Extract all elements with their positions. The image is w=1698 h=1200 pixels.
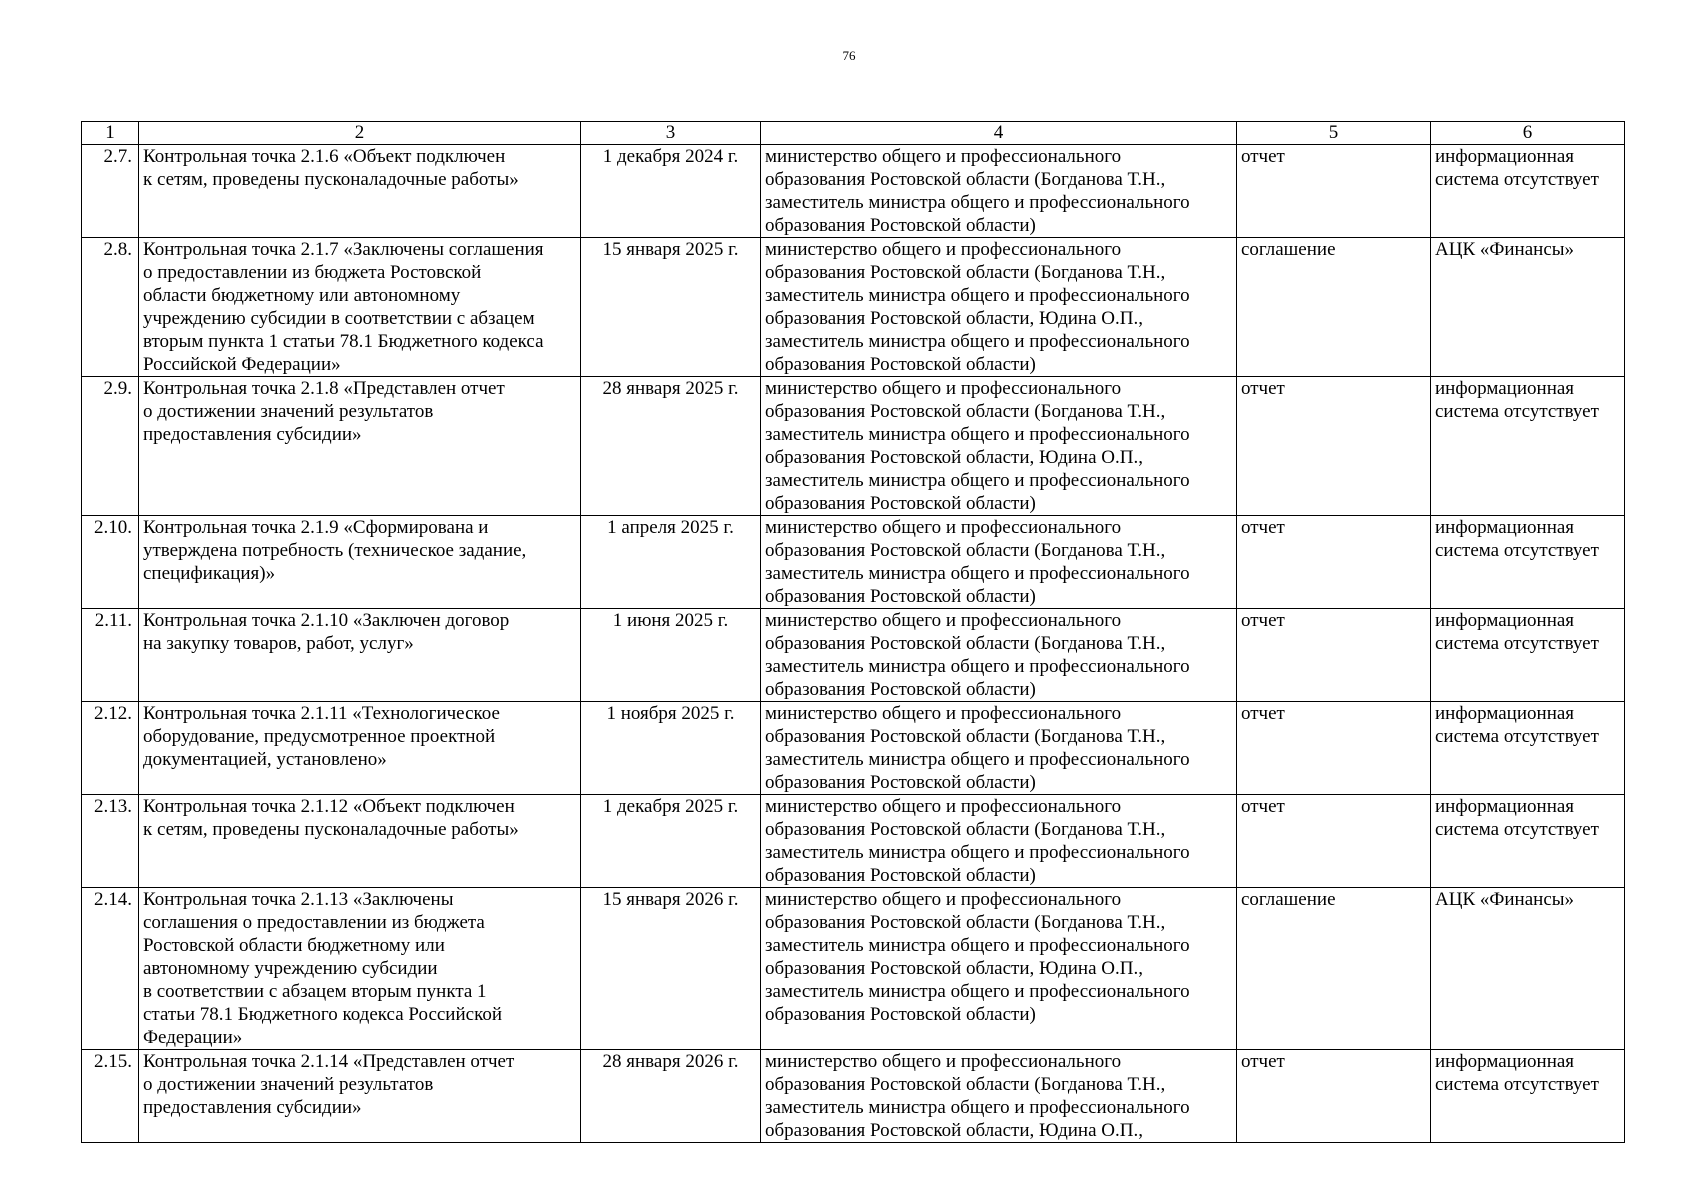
document-type: отчет bbox=[1237, 516, 1431, 609]
information-system: информационная система отсутствует bbox=[1431, 516, 1625, 609]
information-system: информационная система отсутствует bbox=[1431, 795, 1625, 888]
column-header-3: 3 bbox=[581, 122, 761, 145]
row-number: 2.11. bbox=[82, 609, 139, 702]
row-number: 2.13. bbox=[82, 795, 139, 888]
column-header-2: 2 bbox=[139, 122, 581, 145]
row-number: 2.8. bbox=[82, 238, 139, 377]
deadline-date: 15 января 2025 г. bbox=[581, 238, 761, 377]
information-system: АЦК «Финансы» bbox=[1431, 238, 1625, 377]
control-point-name: Контрольная точка 2.1.7 «Заключены соглашения о предоставлении из бюджета Ростовской области бюджетному или автономному учреждению субсидии в соответствии с абзацем вторым пункта 1 статьи 78.1 Бюджетного кодекса Российской Федерации» bbox=[139, 238, 581, 377]
table-header-row bbox=[82, 122, 1625, 145]
deadline-date: 1 июня 2025 г. bbox=[581, 609, 761, 702]
document-type: отчет bbox=[1237, 702, 1431, 795]
table-row bbox=[82, 377, 1625, 516]
deadline-date: 28 января 2025 г. bbox=[581, 377, 761, 516]
control-point-name: Контрольная точка 2.1.12 «Объект подключен к сетям, проведены пусконаладочные работы» bbox=[139, 795, 581, 888]
table-row bbox=[82, 516, 1625, 609]
deadline-date: 15 января 2026 г. bbox=[581, 888, 761, 1050]
control-point-name: Контрольная точка 2.1.9 «Сформирована и утверждена потребность (техническое задание, спецификация)» bbox=[139, 516, 581, 609]
responsible-executor: министерство общего и профессионального образования Ростовской области (Богданова Т.Н., заместитель министра общего и профессионального образования Ростовской области, Юдина О.П., заместитель министра общего и профессионального образования Ростовской области) bbox=[761, 238, 1237, 377]
information-system: информационная система отсутствует bbox=[1431, 377, 1625, 516]
document-type: отчет bbox=[1237, 609, 1431, 702]
control-point-name: Контрольная точка 2.1.6 «Объект подключен к сетям, проведены пусконаладочные работы» bbox=[139, 145, 581, 238]
responsible-executor: министерство общего и профессионального образования Ростовской области (Богданова Т.Н., заместитель министра общего и профессионального образования Ростовской области) bbox=[761, 145, 1237, 238]
table-row bbox=[82, 145, 1625, 238]
responsible-executor: министерство общего и профессионального образования Ростовской области (Богданова Т.Н., заместитель министра общего и профессионального образования Ростовской области) bbox=[761, 609, 1237, 702]
row-number: 2.10. bbox=[82, 516, 139, 609]
document-type: отчет bbox=[1237, 145, 1431, 238]
information-system: информационная система отсутствует bbox=[1431, 1050, 1625, 1143]
information-system: информационная система отсутствует bbox=[1431, 609, 1625, 702]
control-point-name: Контрольная точка 2.1.14 «Представлен отчет о достижении значений результатов предоставления субсидии» bbox=[139, 1050, 581, 1143]
row-number: 2.14. bbox=[82, 888, 139, 1050]
responsible-executor: министерство общего и профессионального образования Ростовской области (Богданова Т.Н., заместитель министра общего и профессионального образования Ростовской области) bbox=[761, 702, 1237, 795]
information-system: информационная система отсутствует bbox=[1431, 702, 1625, 795]
responsible-executor: министерство общего и профессионального образования Ростовской области (Богданова Т.Н., заместитель министра общего и профессионального образования Ростовской области, Юдина О.П., заместитель министра общего и профессионального образования Ростовской области) bbox=[761, 377, 1237, 516]
column-header-5: 5 bbox=[1237, 122, 1431, 145]
responsible-executor: министерство общего и профессионального образования Ростовской области (Богданова Т.Н., заместитель министра общего и профессионального образования Ростовской области) bbox=[761, 516, 1237, 609]
column-header-4: 4 bbox=[761, 122, 1237, 145]
control-points-table bbox=[81, 121, 1625, 1143]
control-point-name: Контрольная точка 2.1.13 «Заключены соглашения о предоставлении из бюджета Ростовской области бюджетному или автономному учреждению субсидии в соответствии с абзацем вторым пункта 1 статьи 78.1 Бюджетного кодекса Российской Федерации» bbox=[139, 888, 581, 1050]
row-number: 2.7. bbox=[82, 145, 139, 238]
control-point-name: Контрольная точка 2.1.11 «Технологическое оборудование, предусмотренное проектной документацией, установлено» bbox=[139, 702, 581, 795]
page-number: 76 bbox=[842, 48, 856, 63]
deadline-date: 1 декабря 2024 г. bbox=[581, 145, 761, 238]
control-point-name: Контрольная точка 2.1.10 «Заключен договор на закупку товаров, работ, услуг» bbox=[139, 609, 581, 702]
document-type: отчет bbox=[1237, 377, 1431, 516]
document-type: соглашение bbox=[1237, 238, 1431, 377]
table-row bbox=[82, 1050, 1625, 1143]
row-number: 2.15. bbox=[82, 1050, 139, 1143]
table-row bbox=[82, 795, 1625, 888]
deadline-date: 1 апреля 2025 г. bbox=[581, 516, 761, 609]
deadline-date: 1 ноября 2025 г. bbox=[581, 702, 761, 795]
information-system: информационная система отсутствует bbox=[1431, 145, 1625, 238]
information-system: АЦК «Финансы» bbox=[1431, 888, 1625, 1050]
document-type: отчет bbox=[1237, 795, 1431, 888]
document-type: отчет bbox=[1237, 1050, 1431, 1143]
table-row bbox=[82, 609, 1625, 702]
row-number: 2.9. bbox=[82, 377, 139, 516]
column-header-1: 1 bbox=[82, 122, 139, 145]
responsible-executor: министерство общего и профессионального образования Ростовской области (Богданова Т.Н., заместитель министра общего и профессионального образования Ростовской области) bbox=[761, 795, 1237, 888]
table-row bbox=[82, 702, 1625, 795]
control-point-name: Контрольная точка 2.1.8 «Представлен отчет о достижении значений результатов предоставления субсидии» bbox=[139, 377, 581, 516]
column-header-6: 6 bbox=[1431, 122, 1625, 145]
table-row bbox=[82, 238, 1625, 377]
row-number: 2.12. bbox=[82, 702, 139, 795]
responsible-executor: министерство общего и профессионального образования Ростовской области (Богданова Т.Н., заместитель министра общего и профессионального образования Ростовской области, Юдина О.П., bbox=[761, 1050, 1237, 1143]
deadline-date: 1 декабря 2025 г. bbox=[581, 795, 761, 888]
responsible-executor: министерство общего и профессионального образования Ростовской области (Богданова Т.Н., заместитель министра общего и профессионального образования Ростовской области, Юдина О.П., заместитель министра общего и профессионального образования Ростовской области) bbox=[761, 888, 1237, 1050]
table-row bbox=[82, 888, 1625, 1050]
document-type: соглашение bbox=[1237, 888, 1431, 1050]
deadline-date: 28 января 2026 г. bbox=[581, 1050, 761, 1143]
